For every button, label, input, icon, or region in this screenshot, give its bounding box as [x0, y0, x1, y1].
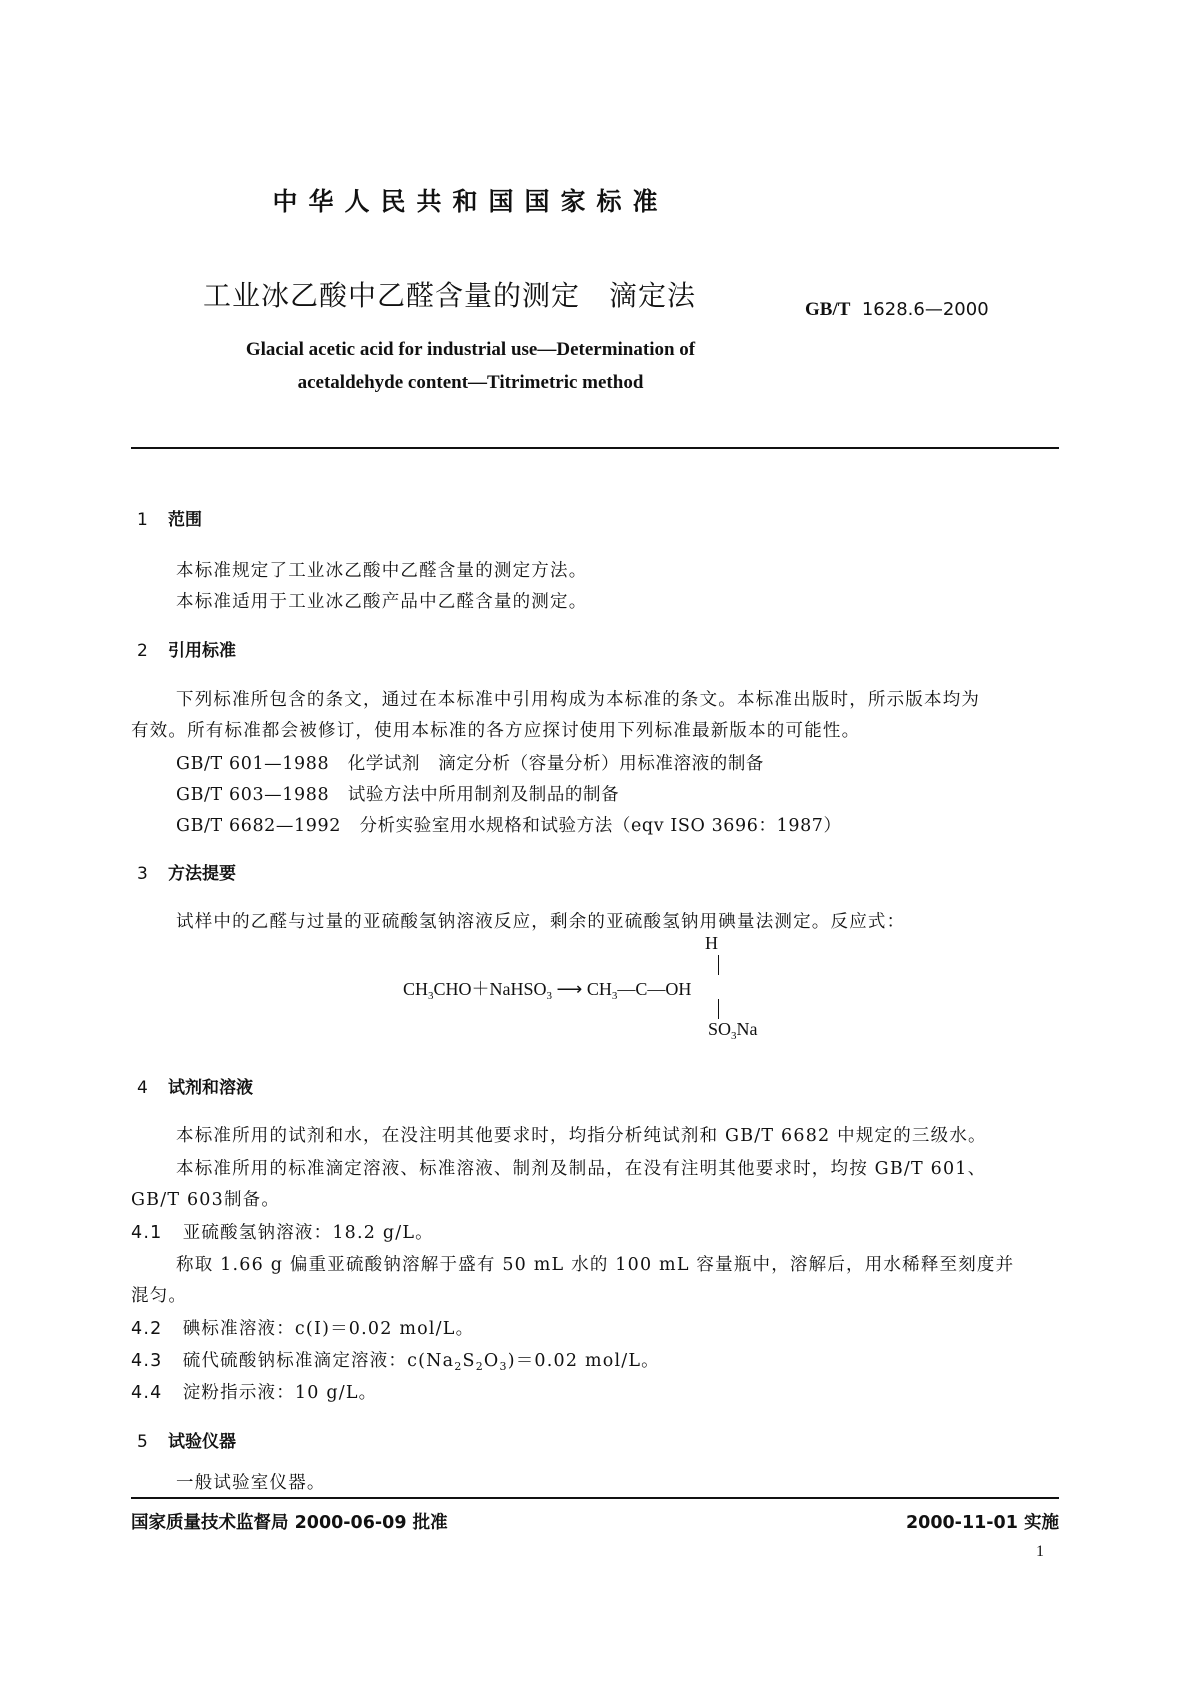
document-title: 工业冰乙酸中乙醛含量的测定 滴定法	[203, 279, 697, 312]
equation-subscript: 3	[611, 990, 618, 1002]
clause-4-4	[131, 1379, 377, 1404]
section-5-heading	[137, 1427, 236, 1452]
equation-text: Na	[736, 1019, 758, 1039]
reaction-equation	[403, 975, 691, 1001]
equation-subscript: 3	[731, 1030, 737, 1042]
clause-number: 4.1	[131, 1223, 163, 1243]
standard-number	[805, 299, 989, 321]
formula-subscript: 2	[454, 1360, 463, 1373]
clause-text: 淀粉指示液：10 g/L。	[182, 1383, 378, 1403]
section-title: 引用标准	[168, 641, 236, 661]
equation-sulfonate	[708, 1019, 758, 1040]
clause-text: )＝0.02 mol/L。	[507, 1351, 660, 1371]
equation-text: CH	[403, 979, 429, 999]
clause-4-2	[131, 1315, 474, 1340]
reference-code: GB/T 601—1988	[176, 754, 330, 774]
clause-4-1-body-line-2: 混匀。	[131, 1286, 188, 1306]
clause-4-1-body-line-1: 称取 1.66 g 偏重亚硫酸钠溶解于盛有 50 mL 水的 100 mL 容量瓶中，溶解后，用水稀释至刻度并	[176, 1255, 1015, 1275]
reference-title: 试验方法中所用制剂及制品的制备	[347, 785, 620, 805]
national-standard-heading: 中华人民共和国国家标准	[272, 187, 669, 216]
section-1-para-2: 本标准适用于工业冰乙酸产品中乙醛含量的测定。	[176, 592, 588, 612]
section-number: 5	[137, 1432, 148, 1452]
clause-4-1	[131, 1219, 434, 1244]
formula-subscript: 3	[499, 1360, 508, 1373]
reference-code: GB/T 6682—1992	[176, 816, 341, 836]
reference-item	[176, 812, 842, 837]
equation-subscript: 3	[428, 990, 434, 1002]
section-2-para-line-1: 下列标准所包含的条文，通过在本标准中引用构成为本标准的条文。本标准出版时，所示版本均为	[176, 690, 981, 710]
equation-subscript: 3	[546, 990, 553, 1002]
section-title: 试剂和溶液	[168, 1078, 253, 1098]
reference-title: 分析实验室用水规格和试验方法（eqv ISO 3696：1987）	[359, 816, 842, 836]
clause-4-3	[131, 1347, 660, 1372]
equation-hydrogen: H	[705, 933, 718, 953]
header-divider	[131, 447, 1059, 449]
equation-text: CH	[586, 979, 612, 999]
approval-statement: 国家质量技术监督局 2000-06-09 批准	[131, 1513, 448, 1533]
reference-item	[176, 781, 619, 806]
clause-text: S	[462, 1351, 476, 1371]
section-1-heading	[137, 505, 202, 530]
implementation-date: 2000-11-01 实施	[905, 1513, 1059, 1533]
clause-text: O	[483, 1351, 500, 1371]
formula-subscript: 2	[475, 1360, 484, 1373]
section-2-heading	[137, 636, 236, 661]
reference-code: GB/T 603—1988	[176, 785, 330, 805]
clause-text: 亚硫酸氢钠溶液：18.2 g/L。	[182, 1223, 434, 1243]
section-number: 4	[137, 1078, 148, 1098]
english-title-line-2: acetaldehyde content—Titrimetric method	[297, 372, 644, 393]
equation-text: CHO＋NaHSO	[433, 979, 547, 999]
english-title-line-1: Glacial acetic acid for industrial use—Determination of	[245, 339, 696, 360]
section-title: 方法提要	[168, 864, 236, 884]
reference-item	[176, 750, 764, 775]
section-5-para: 一般试验室仪器。	[176, 1473, 326, 1493]
reference-title: 化学试剂 滴定分析（容量分析）用标准溶液的制备	[347, 754, 765, 774]
section-4-para-2-line-2: GB/T 603制备。	[131, 1190, 281, 1210]
clause-text: 硫代硫酸钠标准滴定溶液：c(Na	[182, 1351, 455, 1371]
equation-bond-down	[718, 999, 719, 1019]
section-number: 3	[137, 864, 148, 884]
clause-number: 4.2	[131, 1319, 163, 1339]
reaction-arrow: ⟶	[552, 979, 587, 999]
section-3-heading	[137, 859, 236, 884]
section-2-para-line-2: 有效。所有标准都会被修订，使用本标准的各方应探讨使用下列标准最新版本的可能性。	[131, 721, 861, 741]
section-4-para-2-line-1: 本标准所用的标准滴定溶液、标准溶液、制剂及制品，在没有注明其他要求时，均按 GB/T 601、	[176, 1159, 987, 1179]
section-title: 试验仪器	[168, 1432, 236, 1452]
section-1-para-1: 本标准规定了工业冰乙酸中乙醛含量的测定方法。	[176, 561, 588, 581]
equation-bond-up	[718, 955, 719, 975]
section-4-para-1: 本标准所用的试剂和水，在没注明其他要求时，均指分析纯试剂和 GB/T 6682 中规定的三级水。	[176, 1126, 987, 1146]
section-3-para: 试样中的乙醛与过量的亚硫酸氢钠溶液反应，剩余的亚硫酸氢钠用碘量法测定。反应式：	[176, 912, 906, 932]
equation-text: SO	[708, 1019, 732, 1039]
footer-divider	[131, 1497, 1059, 1499]
page-number: 1	[1036, 1543, 1044, 1560]
standard-number-value: 1628.6—2000	[861, 299, 989, 320]
section-title: 范围	[168, 510, 202, 530]
clause-number: 4.4	[131, 1383, 163, 1403]
equation-text: —C—OH	[617, 979, 692, 999]
clause-number: 4.3	[131, 1351, 163, 1371]
section-number: 1	[137, 510, 148, 530]
standard-code: GB/T	[805, 299, 851, 320]
section-4-heading	[137, 1073, 253, 1098]
section-number: 2	[137, 641, 148, 661]
clause-text: 碘标准溶液：c(I)＝0.02 mol/L。	[182, 1319, 475, 1339]
